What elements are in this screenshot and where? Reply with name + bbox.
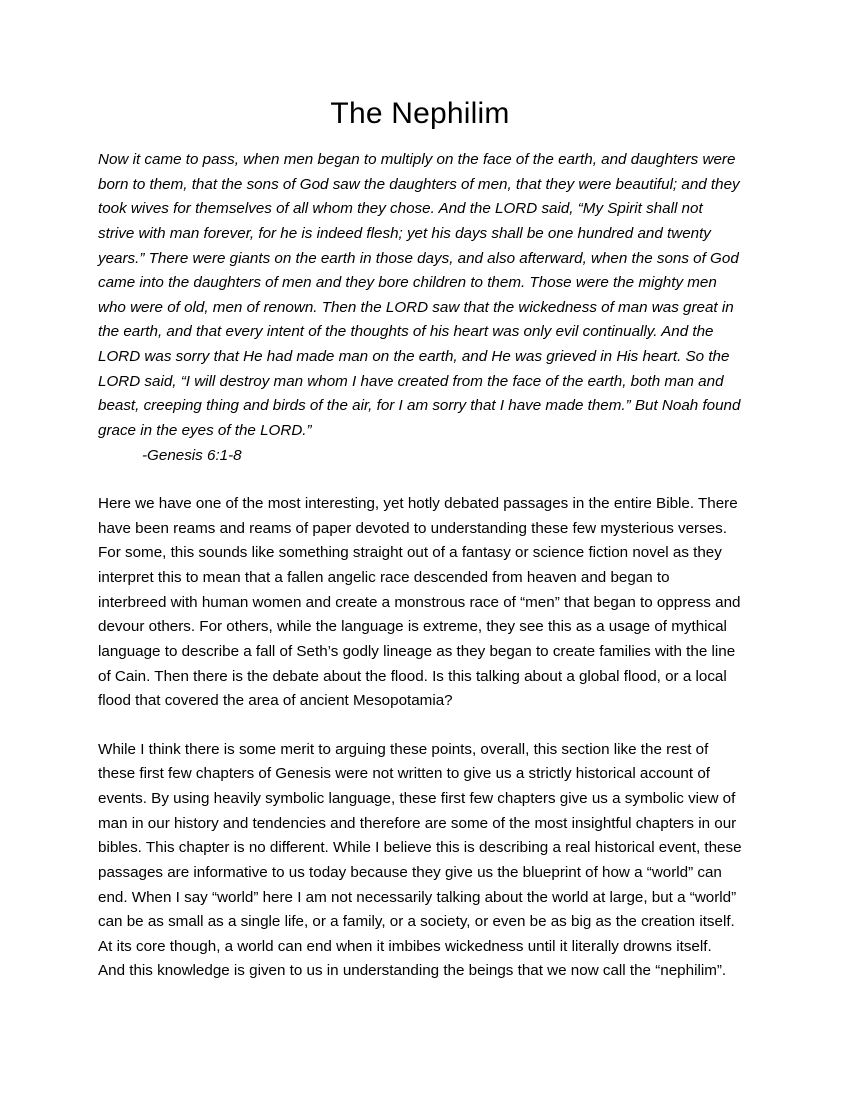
body-paragraph-1: Here we have one of the most interesting, yet hotly debated passages in the entire Bible. There have been reams and reams of paper devoted to understanding these few mysterious verses. For some, this sounds like something straight out of a fantasy or science fiction novel as they interpret this to mean that a fallen angelic race descended from heaven and began to interbreed with human women and create a monstrous race of “men” that began to oppress and devour others. For others, while the language is extreme, they see this as a usage of mythical language to describe a fall of Seth’s godly lineage as they began to create families with the line of Cain. Then there is the debate about the flood. Is this talking about a global flood, or a local flood that covered the area of ancient Mesopotamia? bbox=[98, 495, 741, 710]
page-title: The Nephilim bbox=[330, 97, 510, 130]
scripture-quote: Now it came to pass, when men began to multiply on the face of the earth, and daughters were born to them, that the sons of God saw the daughters of men, that they were beautiful; and they took wives for themselves of all whom they chose. And the LORD said, “My Spirit shall not strive with man forever, for he is indeed flesh; yet his days shall be one hundred and twenty years.” There were giants on the earth in those days, and also afterward, when the sons of God came into the daughters of men and they bore children to them. Those were the mighty men who were of old, men of renown. Then the LORD saw that the wickedness of man was great in the earth, and that every intent of the thoughts of his heart was only evil continually. And the LORD was sorry that He had made man on the earth, and He was grieved in His heart. So the LORD said, “I will destroy man whom I have created from the face of the earth, both man and beast, creeping thing and birds of the air, for I am sorry that I have made them.” But Noah found grace in the eyes of the LORD.” bbox=[98, 151, 741, 439]
scripture-citation: -Genesis 6:1-8 bbox=[142, 446, 242, 464]
body-paragraph-2: While I think there is some merit to arguing these points, overall, this section like the rest of these first few chapters of Genesis were not written to give us a strictly historical account of events. By using heavily symbolic language, these first few chapters give us a symbolic view of man in our history and tendencies and therefore are some of the most insightful chapters in our bibles. This chapter is no different. While I believe this is describing a real historical event, these passages are informative to us today because they give us the blueprint of how a “world” can end. When I say “world” here I am not necessarily talking about the world at large, but a “world” can be as small as a single life, or a family, or a society, or even be as big as the creation itself. At its core though, a world can end when it imbibes wickedness until it literally drowns itself. And this knowledge is given to us in understanding the beings that we now call the “nephilim”. bbox=[98, 740, 742, 980]
paragraph-spacer-2 bbox=[98, 714, 742, 738]
paragraph-spacer-1 bbox=[98, 468, 742, 492]
